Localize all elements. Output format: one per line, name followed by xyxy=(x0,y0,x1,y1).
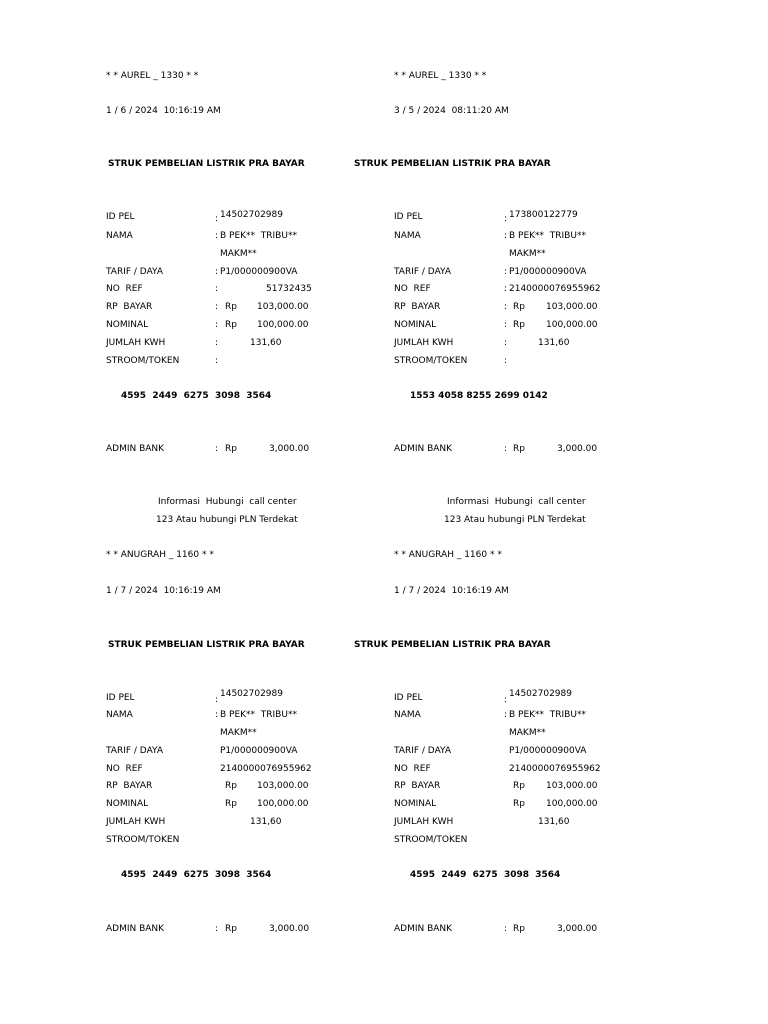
value-no-ref: 2140000076955962 xyxy=(509,284,601,294)
currency-rp: Rp xyxy=(513,799,525,809)
value-id-pel: 173800122779 xyxy=(509,210,578,220)
label-nominal: NOMINAL xyxy=(106,799,149,809)
value-nama-line2: MAKM** xyxy=(220,249,257,259)
label-admin-bank: ADMIN BANK xyxy=(106,924,165,934)
value-nama-line2: MAKM** xyxy=(509,249,546,259)
value-nominal: 100,000.00 xyxy=(257,320,309,330)
label-no-ref: NO REF xyxy=(106,284,143,294)
receipt-datetime: 1 / 7 / 2024 10:16:19 AM xyxy=(394,586,509,596)
token-number: 4595 2449 6275 3098 3564 xyxy=(121,870,272,880)
currency-rp: Rp xyxy=(225,799,237,809)
value-nominal: 100,000.00 xyxy=(257,799,309,809)
label-stroom-token: STROOM/TOKEN xyxy=(394,356,468,366)
colon: : xyxy=(215,302,219,312)
colon: : xyxy=(215,710,219,720)
value-jumlah-kwh: 131,60 xyxy=(250,338,282,348)
label-no-ref: NO REF xyxy=(394,284,431,294)
label-stroom-token: STROOM/TOKEN xyxy=(106,356,180,366)
label-id-pel: ID PEL xyxy=(394,693,423,703)
value-nama-line1: B PEK** TRIBU** xyxy=(220,710,297,720)
label-id-pel: ID PEL xyxy=(394,212,423,222)
receipt-datetime: 3 / 5 / 2024 08:11:20 AM xyxy=(394,106,509,116)
receipt-datetime: 1 / 6 / 2024 10:16:19 AM xyxy=(106,106,221,116)
label-no-ref: NO REF xyxy=(106,764,143,774)
currency-rp: Rp xyxy=(225,924,237,934)
label-jumlah-kwh: JUMLAH KWH xyxy=(394,817,454,827)
label-admin-bank: ADMIN BANK xyxy=(106,444,165,454)
label-no-ref: NO REF xyxy=(394,764,431,774)
value-no-ref: 2140000076955962 xyxy=(509,764,601,774)
currency-rp: Rp xyxy=(225,444,237,454)
colon: : xyxy=(504,302,508,312)
label-id-pel: ID PEL xyxy=(106,212,135,222)
colon: : xyxy=(504,710,508,720)
token-number: 4595 2449 6275 3098 3564 xyxy=(121,391,272,401)
currency-rp: Rp xyxy=(225,781,237,791)
value-nama-line2: MAKM** xyxy=(509,728,546,738)
label-nama: NAMA xyxy=(394,710,421,720)
colon: : xyxy=(215,695,219,705)
receipt-title: STRUK PEMBELIAN LISTRIK PRA BAYAR xyxy=(354,159,551,169)
value-id-pel: 14502702989 xyxy=(220,689,283,699)
label-nominal: NOMINAL xyxy=(394,320,437,330)
colon: : xyxy=(215,356,219,366)
info-line1: Informasi Hubungi call center xyxy=(447,497,586,507)
colon: : xyxy=(504,320,508,330)
receipt-header: * * AUREL _ 1330 * * xyxy=(106,71,199,81)
value-rp-bayar: 103,000.00 xyxy=(257,302,309,312)
currency-rp: Rp xyxy=(225,302,237,312)
value-nama-line1: B PEK** TRIBU** xyxy=(220,231,297,241)
label-rp-bayar: RP BAYAR xyxy=(394,781,441,791)
value-nama-line2: MAKM** xyxy=(220,728,257,738)
colon: : xyxy=(215,231,219,241)
value-admin-bank: 3,000.00 xyxy=(269,444,310,454)
value-jumlah-kwh: 131,60 xyxy=(538,338,570,348)
value-nama-line1: B PEK** TRIBU** xyxy=(509,231,586,241)
currency-rp: Rp xyxy=(513,320,525,330)
label-jumlah-kwh: JUMLAH KWH xyxy=(106,338,166,348)
value-nominal: 100,000.00 xyxy=(546,320,598,330)
info-line2: 123 Atau hubungi PLN Terdekat xyxy=(156,515,298,525)
label-rp-bayar: RP BAYAR xyxy=(106,781,153,791)
value-no-ref: 51732435 xyxy=(266,284,312,294)
value-tarif-daya: P1/000000900VA xyxy=(509,746,587,756)
token-number: 1553 4058 8255 2699 0142 xyxy=(410,391,548,401)
label-admin-bank: ADMIN BANK xyxy=(394,924,453,934)
value-id-pel: 14502702989 xyxy=(220,210,283,220)
label-tarif-daya: TARIF / DAYA xyxy=(106,746,163,756)
value-rp-bayar: 103,000.00 xyxy=(257,781,309,791)
receipt-title: STRUK PEMBELIAN LISTRIK PRA BAYAR xyxy=(108,159,305,169)
receipt-title: STRUK PEMBELIAN LISTRIK PRA BAYAR xyxy=(108,640,305,650)
label-tarif-daya: TARIF / DAYA xyxy=(106,267,163,277)
colon: : xyxy=(504,284,508,294)
value-rp-bayar: 103,000.00 xyxy=(546,302,598,312)
label-id-pel: ID PEL xyxy=(106,693,135,703)
label-nama: NAMA xyxy=(106,231,133,241)
currency-rp: Rp xyxy=(513,924,525,934)
label-rp-bayar: RP BAYAR xyxy=(106,302,153,312)
colon: : xyxy=(504,924,508,934)
value-nominal: 100,000.00 xyxy=(546,799,598,809)
value-tarif-daya: P1/000000900VA xyxy=(220,267,298,277)
value-id-pel: 14502702989 xyxy=(509,689,572,699)
label-tarif-daya: TARIF / DAYA xyxy=(394,746,451,756)
value-rp-bayar: 103,000.00 xyxy=(546,781,598,791)
label-stroom-token: STROOM/TOKEN xyxy=(394,835,468,845)
token-number: 4595 2449 6275 3098 3564 xyxy=(410,870,561,880)
value-jumlah-kwh: 131,60 xyxy=(538,817,570,827)
value-tarif-daya: P1/000000900VA xyxy=(220,746,298,756)
value-no-ref: 2140000076955962 xyxy=(220,764,312,774)
colon: : xyxy=(504,356,508,366)
info-line1: Informasi Hubungi call center xyxy=(158,497,297,507)
colon: : xyxy=(504,231,508,241)
colon: : xyxy=(215,284,219,294)
colon: : xyxy=(215,267,219,277)
label-nominal: NOMINAL xyxy=(394,799,437,809)
label-stroom-token: STROOM/TOKEN xyxy=(106,835,180,845)
label-nama: NAMA xyxy=(394,231,421,241)
colon: : xyxy=(504,338,508,348)
label-tarif-daya: TARIF / DAYA xyxy=(394,267,451,277)
label-rp-bayar: RP BAYAR xyxy=(394,302,441,312)
colon: : xyxy=(215,924,219,934)
value-admin-bank: 3,000.00 xyxy=(269,924,310,934)
value-tarif-daya: P1/000000900VA xyxy=(509,267,587,277)
currency-rp: Rp xyxy=(513,781,525,791)
label-admin-bank: ADMIN BANK xyxy=(394,444,453,454)
currency-rp: Rp xyxy=(225,320,237,330)
currency-rp: Rp xyxy=(513,302,525,312)
label-nominal: NOMINAL xyxy=(106,320,149,330)
colon: : xyxy=(504,444,508,454)
receipt-header: * * ANUGRAH _ 1160 * * xyxy=(394,550,502,560)
receipt-title: STRUK PEMBELIAN LISTRIK PRA BAYAR xyxy=(354,640,551,650)
currency-rp: Rp xyxy=(513,444,525,454)
value-jumlah-kwh: 131,60 xyxy=(250,817,282,827)
receipt-datetime: 1 / 7 / 2024 10:16:19 AM xyxy=(106,586,221,596)
colon: : xyxy=(504,695,508,705)
info-line2: 123 Atau hubungi PLN Terdekat xyxy=(444,515,586,525)
label-nama: NAMA xyxy=(106,710,133,720)
colon: : xyxy=(215,214,219,224)
value-admin-bank: 3,000.00 xyxy=(557,924,598,934)
receipt-header: * * AUREL _ 1330 * * xyxy=(394,71,487,81)
colon: : xyxy=(504,267,508,277)
label-jumlah-kwh: JUMLAH KWH xyxy=(106,817,166,827)
colon: : xyxy=(215,444,219,454)
receipt-header: * * ANUGRAH _ 1160 * * xyxy=(106,550,214,560)
colon: : xyxy=(215,320,219,330)
label-jumlah-kwh: JUMLAH KWH xyxy=(394,338,454,348)
value-admin-bank: 3,000.00 xyxy=(557,444,598,454)
colon: : xyxy=(504,214,508,224)
colon: : xyxy=(215,338,219,348)
value-nama-line1: B PEK** TRIBU** xyxy=(509,710,586,720)
